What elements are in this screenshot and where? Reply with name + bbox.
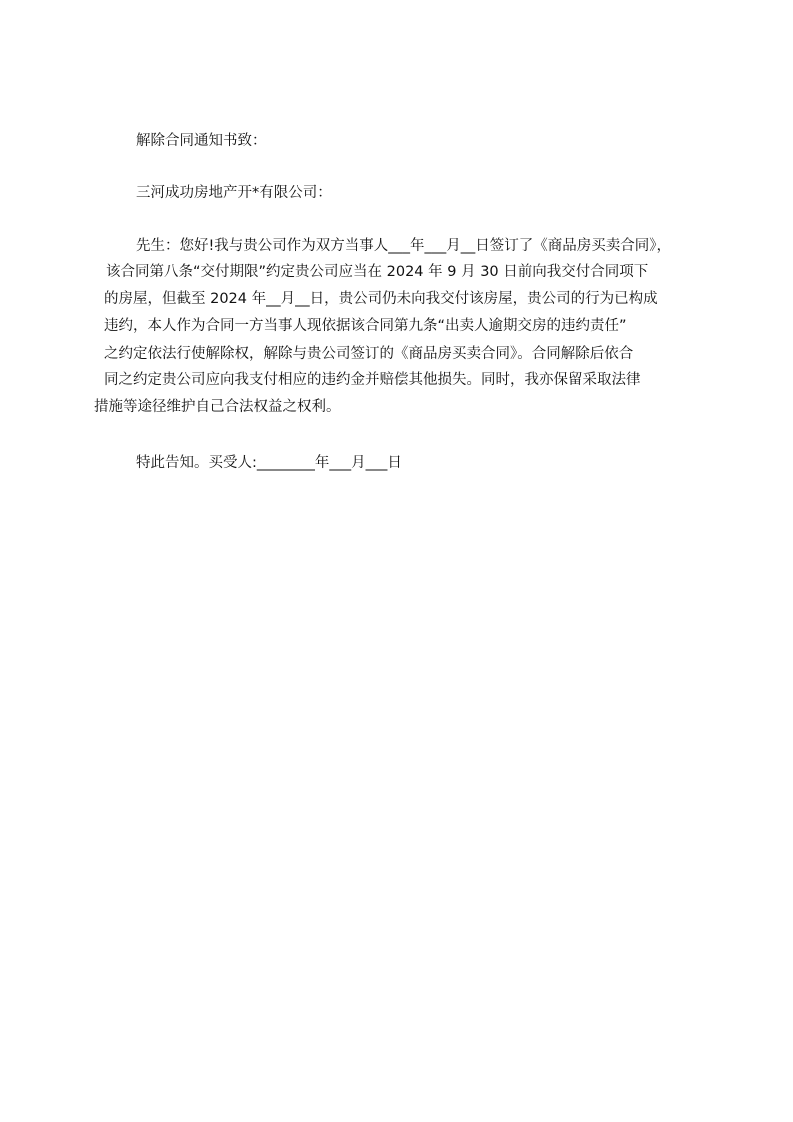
notice-heading: 解除合同通知书致： — [136, 133, 267, 149]
closing-signature-line: 特此告知。买受人:________年___月___日 — [136, 455, 402, 471]
body-line: 的房屋，但截至 2024 年__月__日，贵公司仍未向我交付该房屋，贵公司的行为已构成 — [104, 291, 658, 307]
body-line: 该合同第八条“交付期限”约定贵公司应当在 2024 年 9 月 30 日前向我交付合同项下 — [106, 264, 649, 280]
body-line: 违约，本人作为合同一方当事人现依据该合同第九条“出卖人逾期交房的违约责任” — [104, 318, 627, 334]
body-line: 先生：您好!我与贵公司作为双方当事人___年___月__日签订了《商品房买卖合同》， — [136, 238, 672, 254]
recipient-line: 三河成功房地产开*有限公司： — [136, 185, 332, 201]
body-line: 同之约定贵公司应向我支付相应的违约金并赔偿其他损失。同时，我亦保留采取法律 — [104, 372, 641, 388]
body-line: 之约定依法行使解除权，解除与贵公司签订的《商品房买卖合同》。合同解除后依合 — [104, 346, 634, 362]
body-line: 措施等途径维护自己合法权益之权利。 — [94, 399, 341, 415]
